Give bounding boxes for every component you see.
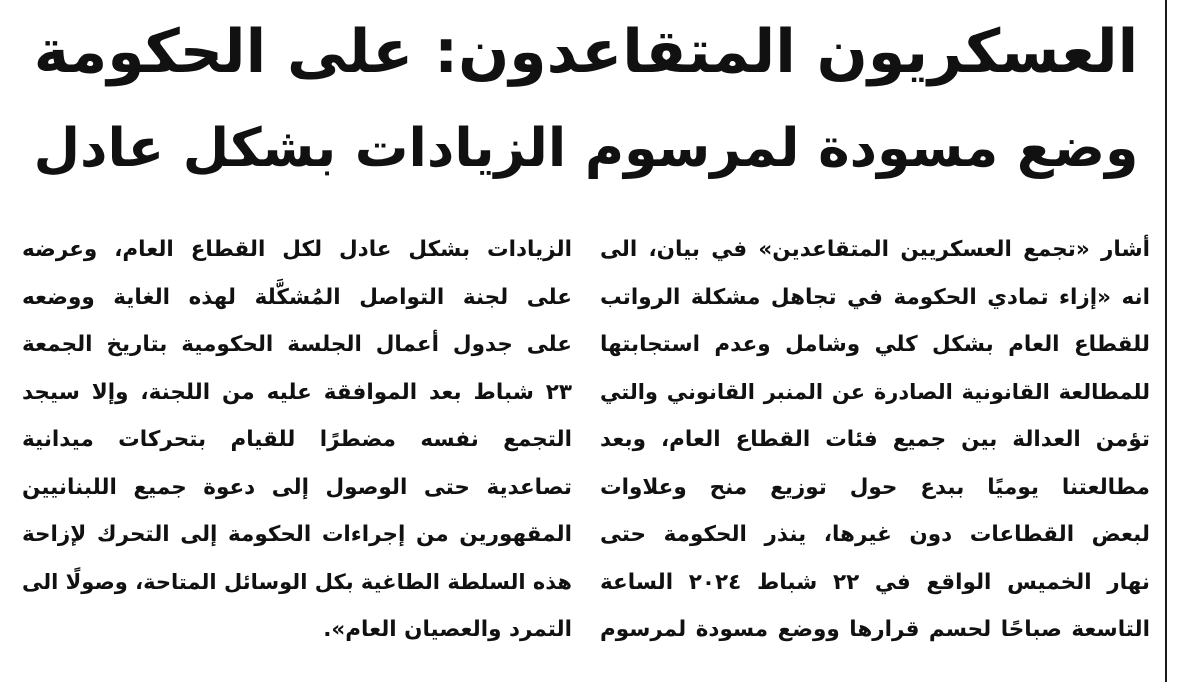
body-line: أشار «تجمع العسكريين المتقاعدين» في بيان، الى	[600, 237, 1150, 262]
body-line: المقهورين من إجراءات الحكومة إلى التحرك لإزاحة	[22, 522, 572, 547]
body-line: انه «إزاء تمادي الحكومة في تجاهل مشكلة الرواتب	[600, 284, 1150, 310]
body-line: التجمع نفسه مضطرًا للقيام بتحركات ميدانية	[22, 427, 572, 452]
body-line: الزيادات بشكل عادل لكل القطاع العام، وعرضه	[22, 237, 572, 262]
body-line: هذه السلطة الطاغية بكل الوسائل المتاحة، وصولًا الى	[22, 569, 572, 594]
body-line: لبعض القطاعات دون غيرها، ينذر الحكومة حتى	[600, 522, 1150, 547]
body-line: مطالعتنا يوميًا ببدع حول توزيع منح وعلاوات	[600, 474, 1150, 500]
body-line: التاسعة صباحًا لحسم قرارها ووضع مسودة لمرسوم	[600, 617, 1150, 642]
body-line: على لجنة التواصل المُشكَّلة لهذه الغاية ووضعه	[22, 284, 572, 310]
body-line: تؤمن العدالة بين جميع فئات القطاع العام، وبعد	[600, 427, 1150, 452]
article-column-left	[22, 226, 572, 654]
column-divider	[1165, 0, 1167, 682]
headline-line-2: وضع مسودة لمرسوم الزيادات بشكل عادل	[33, 116, 1139, 179]
body-line-last: التمرد والعصيان العام».	[323, 617, 572, 642]
body-line: نهار الخميس الواقع في ٢٢ شباط ٢٠٢٤ الساعة	[600, 569, 1150, 595]
body-line: للقطاع العام بشكل كلي وشامل وعدم استجابتها	[600, 332, 1150, 357]
headline-line-1: العسكريون المتقاعدون: على الحكومة	[33, 17, 1139, 87]
headline	[30, 4, 1142, 196]
body-line: تصاعدية حتى الوصول إلى دعوة جميع اللبنانيين	[22, 474, 572, 500]
body-line: للمطالعة القانونية الصادرة عن المنبر القانوني والتي	[600, 379, 1150, 404]
body-line: على جدول أعمال الجلسة الحكومية بتاريخ الجمعة	[22, 332, 572, 357]
body-line: ٢٣ شباط بعد الموافقة عليه من اللجنة، وإلا سيجد	[22, 379, 572, 405]
article-column-right	[600, 226, 1150, 654]
